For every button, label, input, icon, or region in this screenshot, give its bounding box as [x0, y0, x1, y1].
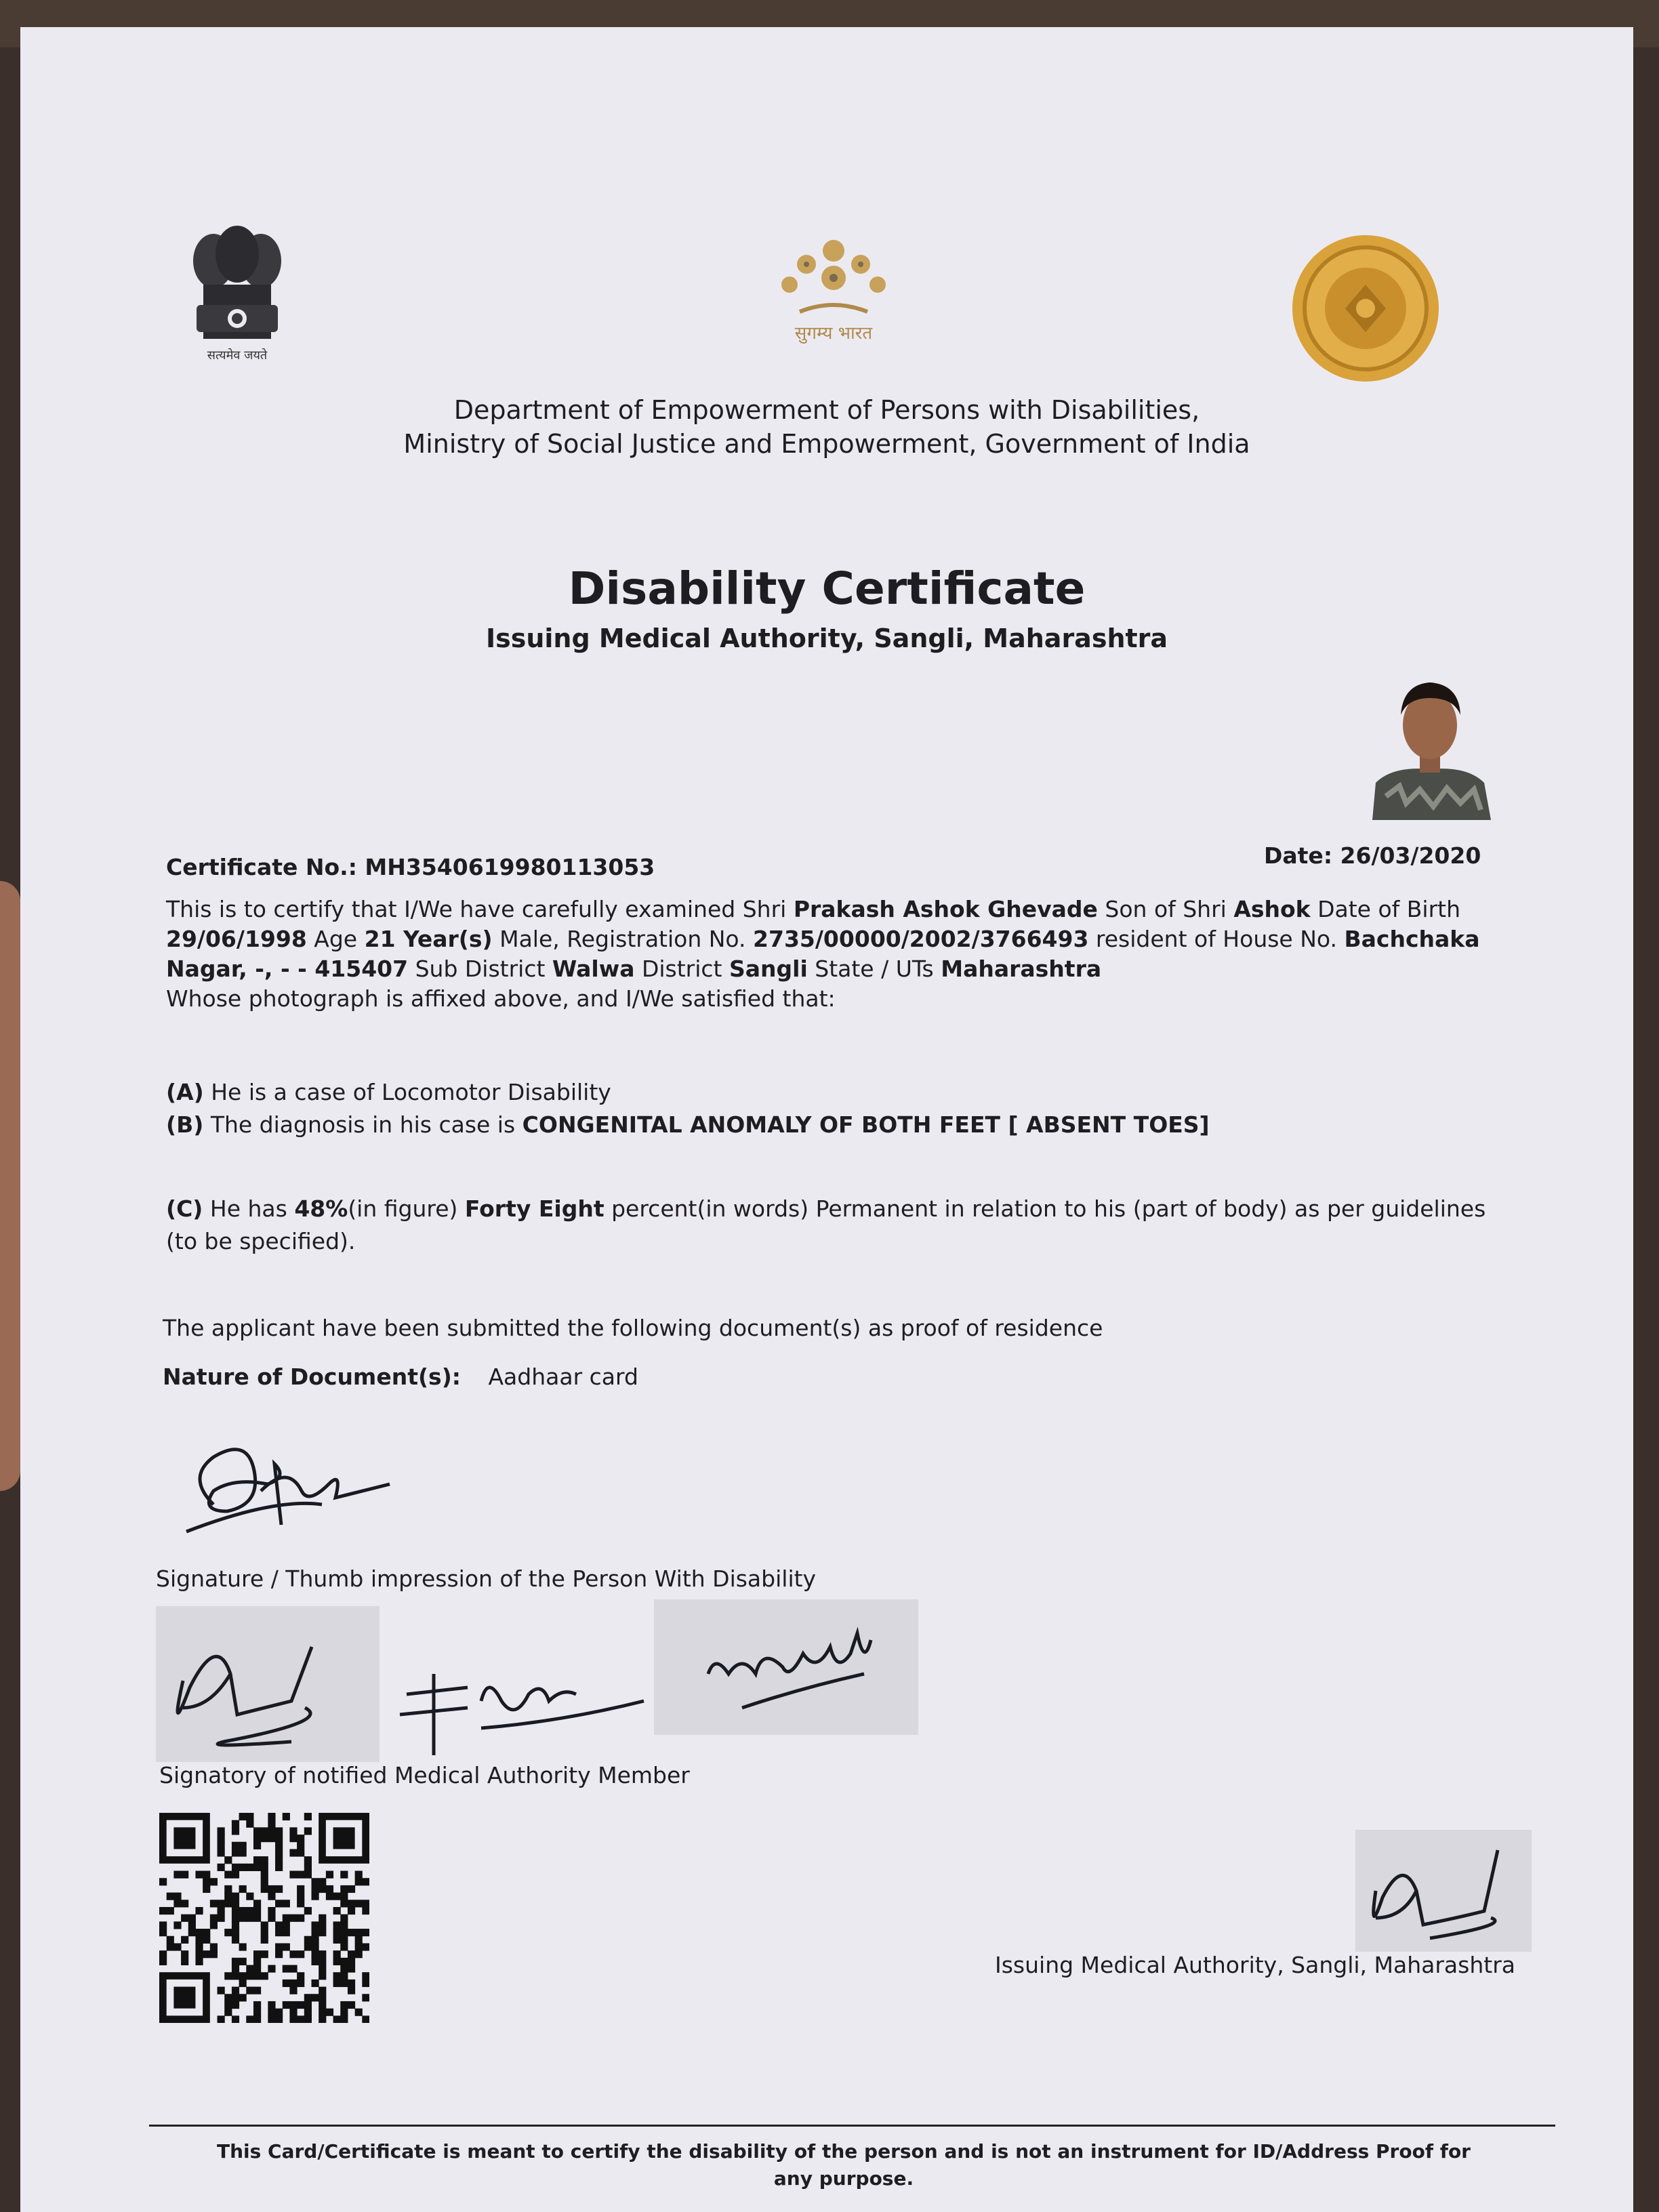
item-c	[166, 1193, 1521, 1258]
item-c-text: (in figure)	[348, 1195, 465, 1222]
qr-code	[159, 1813, 369, 2023]
item-c-text: percent(in words) Permanent in relation to his (part of body) as per guidelines (to be specified).	[166, 1195, 1486, 1254]
diagnosis: CONGENITAL ANOMALY OF BOTH FEET [ ABSENT TOES]	[522, 1111, 1210, 1138]
footer-note: This Card/Certificate is meant to certify the disability of the person and is not an instrument for ID/Address Proof for any purpose.	[217, 2140, 1471, 2190]
authority-signature-1	[156, 1606, 380, 1762]
certificate-number-label: Certificate No.:	[166, 854, 357, 880]
state: Maharashtra	[941, 956, 1102, 982]
disability-percent-words: Forty Eight	[464, 1195, 605, 1222]
svg-text:सत्यमेव जयते: सत्यमेव जयते	[207, 348, 268, 363]
body-text: Age	[306, 926, 365, 952]
proof-statement: The applicant have been submitted the following document(s) as proof of residence	[163, 1315, 1103, 1341]
body-text: Male, Registration No.	[492, 926, 754, 952]
disability-items-ab	[166, 1076, 1521, 1141]
svg-text:सुगम्य भारत: सुगम्य भारत	[794, 323, 873, 344]
item-a	[166, 1076, 1521, 1109]
authority-signature-label: Signatory of notified Medical Authority Member	[159, 1762, 690, 1788]
issuer-signature	[1355, 1830, 1532, 1952]
disability-percent: 48%	[294, 1195, 348, 1222]
body-text: Son of Shri	[1097, 896, 1234, 922]
item-b-text: The diagnosis in his case is	[203, 1111, 523, 1138]
sub-district: Walwa	[552, 956, 635, 982]
state-seal-icon	[1288, 230, 1443, 386]
person-signature	[173, 1423, 417, 1565]
finger-edge	[0, 881, 20, 1491]
certificate-date	[1264, 842, 1481, 869]
authority-signature-2	[386, 1660, 657, 1762]
national-emblem-icon	[176, 224, 298, 386]
person-signature-label: Signature / Thumb impression of the Person With Disability	[156, 1565, 817, 1592]
item-a-text: He is a case of Locomotor Disability	[203, 1079, 611, 1105]
nature-of-documents	[163, 1364, 638, 1390]
item-c-label: (C)	[166, 1195, 203, 1222]
house-address: Bachchaka Nagar, -, - - 415407	[166, 926, 1480, 982]
father-name: Ashok	[1233, 896, 1311, 922]
date-of-birth: 29/06/1998	[166, 926, 307, 952]
certificate-paper	[20, 27, 1633, 2212]
authority-signature-3	[654, 1599, 918, 1735]
body-text: Sub District	[408, 956, 552, 982]
certificate-number-value: MH3540619980113053	[365, 854, 655, 880]
certificate-number	[166, 854, 655, 880]
department-heading	[20, 393, 1633, 461]
item-c-text: He has	[203, 1195, 295, 1222]
body-text: resident of House No.	[1088, 926, 1345, 952]
body-text: This is to certify that I/We have carefully examined Shri	[166, 896, 794, 922]
applicant-photo	[1366, 668, 1494, 820]
date-value: 26/03/2020	[1340, 842, 1481, 869]
item-a-label: (A)	[166, 1079, 204, 1105]
registration-number: 2735/00000/2002/3766493	[753, 926, 1089, 952]
item-b-label: (B)	[166, 1111, 204, 1138]
footer-divider	[149, 2125, 1555, 2127]
certificate-title: Disability Certificate	[568, 562, 1086, 615]
district: Sangli	[729, 956, 808, 982]
body-text: Whose photograph is affixed above, and I/We satisfied that:	[166, 985, 836, 1012]
certification-paragraph	[166, 895, 1521, 1014]
body-text: District	[634, 956, 729, 982]
accessible-india-logo-icon	[759, 230, 908, 359]
age: 21 Year(s)	[364, 926, 493, 952]
issuer-label: Issuing Medical Authority, Sangli, Maharashtra	[995, 1952, 1515, 1978]
body-text: Date of Birth	[1310, 896, 1461, 922]
certificate-subtitle: Issuing Medical Authority, Sangli, Maharashtra	[485, 623, 1168, 653]
body-text: State / UTs	[807, 956, 941, 982]
item-b	[166, 1109, 1521, 1141]
date-label: Date:	[1264, 842, 1333, 869]
applicant-name: Prakash Ashok Ghevade	[793, 896, 1098, 922]
nature-value: Aadhaar card	[488, 1364, 638, 1390]
department-line-1: Department of Empowerment of Persons with Disabilities,	[453, 395, 1200, 425]
nature-label: Nature of Document(s):	[163, 1364, 461, 1390]
department-line-2: Ministry of Social Justice and Empowerment, Government of India	[403, 429, 1250, 459]
